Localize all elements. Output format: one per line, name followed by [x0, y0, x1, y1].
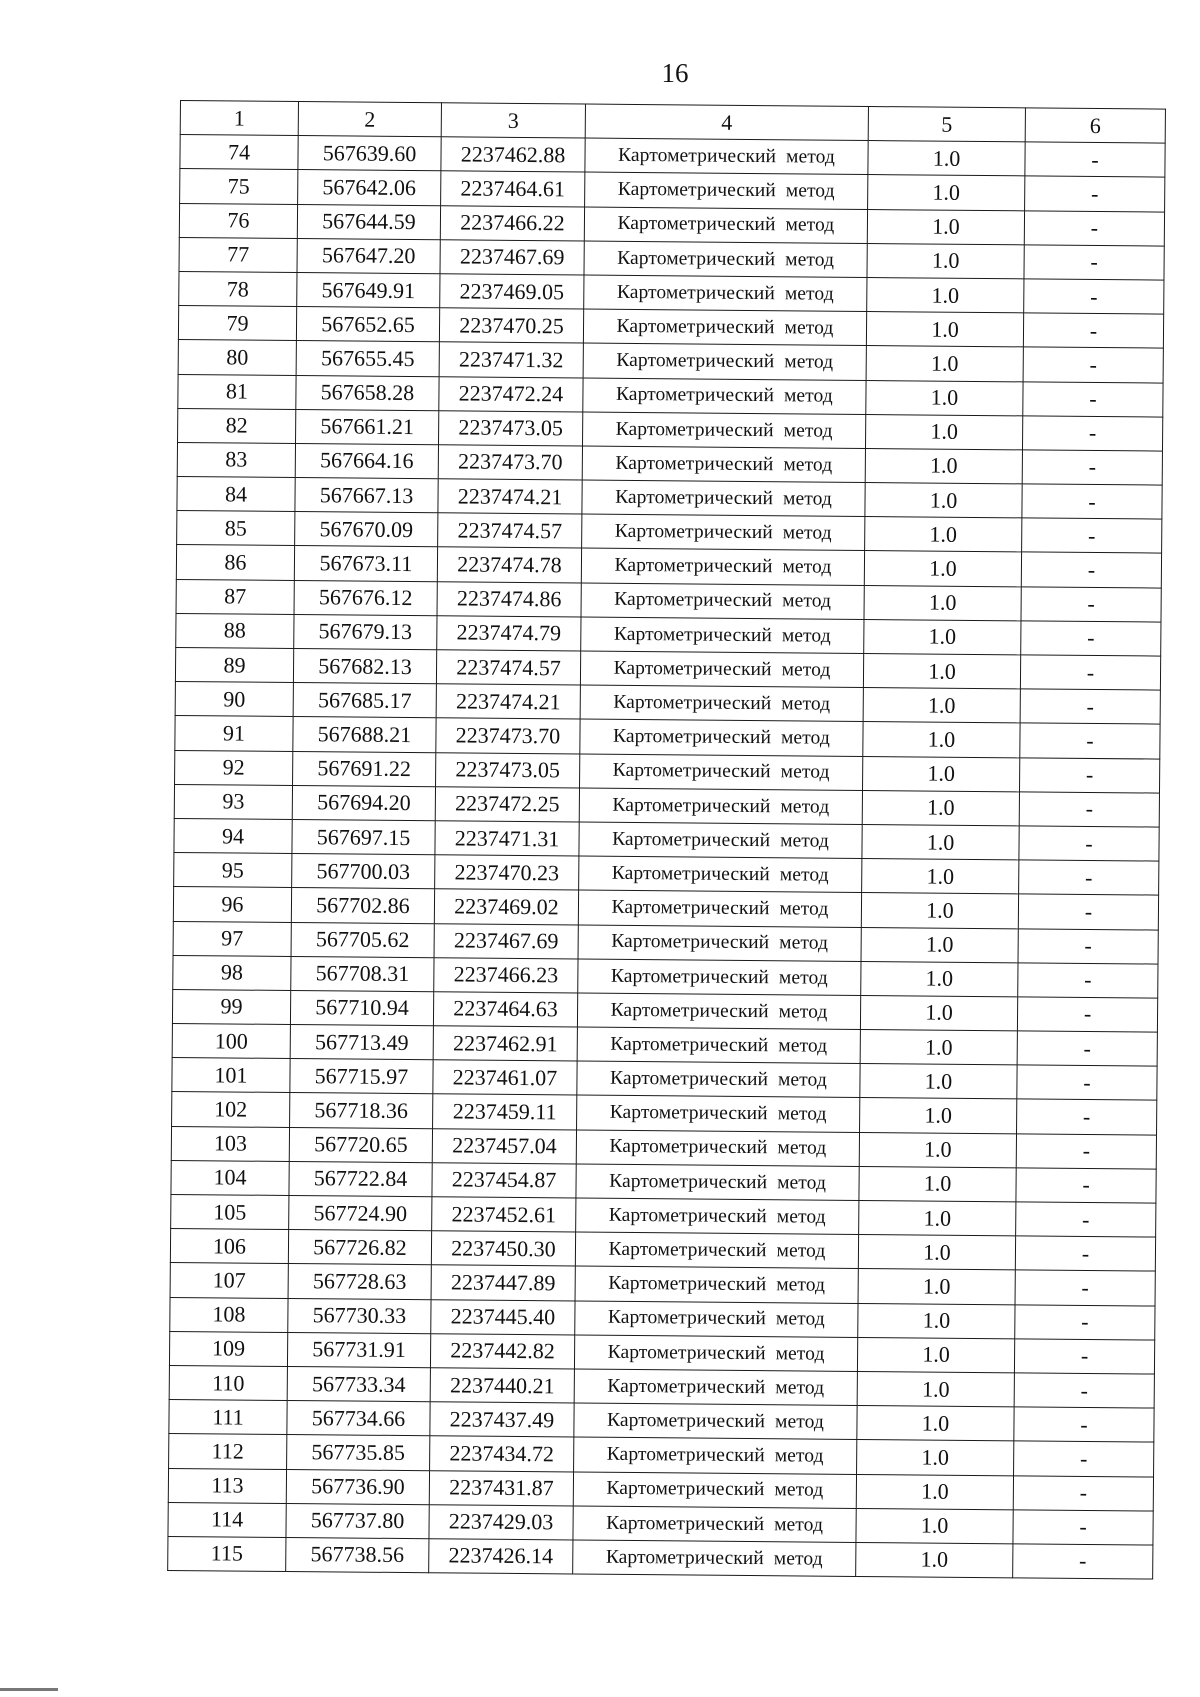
cell-point-number: 92	[175, 750, 293, 785]
cell-x-coordinate: 567697.15	[292, 819, 435, 854]
cell-note: -	[1014, 1373, 1154, 1408]
cell-x-coordinate: 567649.91	[297, 272, 440, 307]
cell-x-coordinate: 567655.45	[296, 341, 439, 376]
cell-note: -	[1024, 210, 1164, 245]
cell-point-number: 90	[175, 682, 293, 717]
cell-note: -	[1022, 450, 1162, 485]
cell-y-coordinate: 2237473.05	[436, 752, 580, 787]
cell-accuracy: 1.0	[866, 312, 1023, 348]
table-body	[168, 135, 1165, 1579]
coordinates-table	[167, 100, 1166, 1580]
cell-y-coordinate: 2237474.21	[436, 684, 580, 719]
cell-point-number: 83	[177, 442, 295, 477]
cell-accuracy: 1.0	[867, 209, 1024, 245]
cell-accuracy: 1.0	[856, 1508, 1013, 1544]
cell-x-coordinate: 567735.85	[287, 1435, 430, 1470]
cell-method: Картометрический метод	[574, 1437, 857, 1474]
cell-y-coordinate: 2237467.69	[434, 923, 578, 958]
cell-point-number: 97	[173, 921, 291, 956]
cell-note: -	[1024, 245, 1164, 280]
cell-x-coordinate: 567670.09	[295, 512, 438, 547]
cell-note: -	[1019, 826, 1159, 861]
cell-method: Картометрический метод	[580, 754, 863, 791]
cell-note: -	[1018, 963, 1158, 998]
cell-x-coordinate: 567673.11	[294, 546, 437, 581]
cell-y-coordinate: 2237473.05	[439, 410, 583, 445]
cell-method: Картометрический метод	[576, 1198, 859, 1235]
cell-method: Картометрический метод	[580, 685, 863, 722]
cell-x-coordinate: 567726.82	[288, 1230, 431, 1265]
cell-accuracy: 1.0	[862, 790, 1019, 826]
cell-point-number: 109	[169, 1331, 287, 1366]
cell-y-coordinate: 2237426.14	[429, 1539, 573, 1574]
cell-y-coordinate: 2237445.40	[431, 1299, 575, 1334]
cell-x-coordinate: 567658.28	[296, 375, 439, 410]
cell-x-coordinate: 567728.63	[288, 1264, 431, 1299]
cell-point-number: 98	[173, 955, 291, 990]
cell-note: -	[1017, 997, 1157, 1032]
cell-method: Картометрический метод	[584, 275, 867, 312]
cell-accuracy: 1.0	[860, 1098, 1017, 1134]
cell-method: Картометрический метод	[577, 1027, 860, 1064]
cell-note: -	[1020, 655, 1160, 690]
cell-y-coordinate: 2237434.72	[430, 1436, 574, 1471]
header-cell-1: 1	[180, 101, 298, 136]
cell-method: Картометрический метод	[579, 788, 862, 825]
cell-accuracy: 1.0	[866, 346, 1023, 382]
cell-y-coordinate: 2237459.11	[433, 1094, 577, 1129]
cell-point-number: 81	[178, 374, 296, 409]
cell-accuracy: 1.0	[865, 414, 1022, 450]
cell-point-number: 113	[168, 1468, 286, 1503]
cell-method: Картометрический метод	[577, 993, 860, 1030]
cell-y-coordinate: 2237452.61	[432, 1197, 576, 1232]
cell-y-coordinate: 2237464.63	[433, 992, 577, 1027]
cell-y-coordinate: 2237429.03	[429, 1504, 573, 1539]
cell-method: Картометрический метод	[584, 241, 867, 278]
cell-method: Картометрический метод	[573, 1506, 856, 1543]
cell-x-coordinate: 567644.59	[297, 204, 440, 239]
cell-note: -	[1021, 586, 1161, 621]
cell-x-coordinate: 567715.97	[290, 1059, 433, 1094]
cell-note: -	[1019, 860, 1159, 895]
cell-point-number: 96	[173, 887, 291, 922]
cell-method: Картометрический метод	[574, 1369, 857, 1406]
cell-note: -	[1013, 1475, 1153, 1510]
cell-note: -	[1021, 621, 1161, 656]
cell-accuracy: 1.0	[858, 1303, 1015, 1339]
cell-y-coordinate: 2237473.70	[436, 718, 580, 753]
cell-point-number: 114	[168, 1502, 286, 1537]
cell-point-number: 110	[169, 1365, 287, 1400]
cell-y-coordinate: 2237474.57	[436, 650, 580, 685]
cell-y-coordinate: 2237447.89	[431, 1265, 575, 1300]
cell-note: -	[1016, 1202, 1156, 1237]
cell-method: Картометрический метод	[578, 959, 861, 996]
cell-accuracy: 1.0	[861, 927, 1018, 963]
cell-point-number: 75	[180, 169, 298, 204]
cell-y-coordinate: 2237464.61	[441, 171, 585, 206]
cell-x-coordinate: 567733.34	[287, 1366, 430, 1401]
cell-point-number: 115	[168, 1536, 286, 1571]
cell-method: Картометрический метод	[585, 172, 868, 209]
cell-accuracy: 1.0	[858, 1235, 1015, 1271]
cell-accuracy: 1.0	[857, 1440, 1014, 1476]
cell-point-number: 94	[174, 818, 292, 853]
header-cell-5: 5	[868, 107, 1025, 143]
cell-x-coordinate: 567705.62	[291, 922, 434, 957]
cell-accuracy: 1.0	[857, 1406, 1014, 1442]
cell-y-coordinate: 2237466.22	[440, 205, 584, 240]
cell-point-number: 78	[179, 271, 297, 306]
cell-accuracy: 1.0	[863, 688, 1020, 724]
cell-x-coordinate: 567720.65	[289, 1127, 432, 1162]
page-number: 16	[661, 58, 689, 88]
cell-y-coordinate: 2237442.82	[430, 1333, 574, 1368]
cell-point-number: 85	[177, 511, 295, 546]
cell-y-coordinate: 2237469.05	[440, 274, 584, 309]
cell-y-coordinate: 2237454.87	[432, 1163, 576, 1198]
cell-accuracy: 1.0	[859, 1200, 1016, 1236]
cell-x-coordinate: 567661.21	[296, 409, 439, 444]
cell-point-number: 77	[179, 237, 297, 272]
cell-method: Картометрический метод	[583, 343, 866, 380]
cell-method: Картометрический метод	[582, 514, 865, 551]
cell-point-number: 107	[170, 1263, 288, 1298]
cell-method: Картометрический метод	[581, 617, 864, 654]
cell-method: Картометрический метод	[585, 138, 868, 175]
cell-accuracy: 1.0	[863, 653, 1020, 689]
cell-note: -	[1013, 1544, 1153, 1579]
cell-accuracy: 1.0	[867, 277, 1024, 313]
cell-point-number: 87	[176, 579, 294, 614]
cell-y-coordinate: 2237461.07	[433, 1060, 577, 1095]
cell-note: -	[1014, 1407, 1154, 1442]
cell-method: Картометрический метод	[580, 651, 863, 688]
cell-method: Картометрический метод	[584, 207, 867, 244]
cell-y-coordinate: 2237471.31	[435, 821, 579, 856]
cell-point-number: 84	[177, 477, 295, 512]
cell-method: Картометрический метод	[575, 1232, 858, 1269]
cell-accuracy: 1.0	[860, 1030, 1017, 1066]
cell-note: -	[1020, 723, 1160, 758]
cell-point-number: 111	[169, 1400, 287, 1435]
cell-note: -	[1025, 142, 1165, 177]
cell-point-number: 76	[179, 203, 297, 238]
cell-note: -	[1020, 689, 1160, 724]
cell-y-coordinate: 2237462.88	[441, 137, 585, 172]
cell-point-number: 108	[170, 1297, 288, 1332]
cell-note: -	[1013, 1510, 1153, 1545]
cell-x-coordinate: 567731.91	[287, 1332, 430, 1367]
cell-accuracy: 1.0	[861, 961, 1018, 997]
cell-accuracy: 1.0	[863, 722, 1020, 758]
cell-note: -	[1017, 1031, 1157, 1066]
cell-x-coordinate: 567685.17	[293, 683, 436, 718]
cell-method: Картометрический метод	[579, 822, 862, 859]
cell-method: Картометрический метод	[577, 1095, 860, 1132]
cell-method: Картометрический метод	[573, 1540, 856, 1577]
cell-method: Картометрический метод	[575, 1266, 858, 1303]
cell-point-number: 95	[174, 853, 292, 888]
cell-point-number: 104	[171, 1160, 289, 1195]
cell-y-coordinate: 2237472.24	[439, 376, 583, 411]
cell-y-coordinate: 2237437.49	[430, 1402, 574, 1437]
cell-x-coordinate: 567664.16	[295, 443, 438, 478]
cell-x-coordinate: 567736.90	[286, 1469, 429, 1504]
cell-accuracy: 1.0	[863, 756, 1020, 792]
cell-note: -	[1019, 792, 1159, 827]
cell-y-coordinate: 2237474.78	[437, 547, 581, 582]
cell-method: Картометрический метод	[581, 548, 864, 585]
cell-note: -	[1022, 484, 1162, 519]
cell-accuracy: 1.0	[862, 824, 1019, 860]
cell-x-coordinate: 567667.13	[295, 478, 438, 513]
cell-x-coordinate: 567722.84	[289, 1161, 432, 1196]
cell-accuracy: 1.0	[857, 1337, 1014, 1373]
cell-accuracy: 1.0	[856, 1542, 1013, 1578]
cell-method: Картометрический метод	[578, 925, 861, 962]
cell-note: -	[1023, 347, 1163, 382]
cell-method: Картометрический метод	[582, 446, 865, 483]
scan-edge-mark	[0, 1688, 58, 1691]
cell-point-number: 102	[172, 1092, 290, 1127]
cell-x-coordinate: 567708.31	[291, 956, 434, 991]
cell-x-coordinate: 567702.86	[291, 888, 434, 923]
header-cell-3: 3	[441, 103, 585, 138]
cell-accuracy: 1.0	[858, 1269, 1015, 1305]
cell-y-coordinate: 2237431.87	[429, 1470, 573, 1505]
cell-note: -	[1021, 552, 1161, 587]
cell-note: -	[1019, 757, 1159, 792]
cell-accuracy: 1.0	[864, 551, 1021, 587]
cell-note: -	[1014, 1339, 1154, 1374]
cell-x-coordinate: 567737.80	[286, 1503, 429, 1538]
cell-accuracy: 1.0	[867, 243, 1024, 279]
cell-y-coordinate: 2237470.23	[435, 855, 579, 890]
cell-method: Картометрический метод	[579, 856, 862, 893]
cell-x-coordinate: 567713.49	[290, 1025, 433, 1060]
cell-y-coordinate: 2237474.21	[438, 479, 582, 514]
cell-point-number: 101	[172, 1058, 290, 1093]
cell-note: -	[1017, 1099, 1157, 1134]
cell-y-coordinate: 2237440.21	[430, 1368, 574, 1403]
table-row	[168, 1536, 1153, 1579]
cell-method: Картометрический метод	[577, 1061, 860, 1098]
cell-method: Картометрический метод	[583, 309, 866, 346]
cell-x-coordinate: 567730.33	[288, 1298, 431, 1333]
cell-accuracy: 1.0	[864, 585, 1021, 621]
cell-note: -	[1015, 1270, 1155, 1305]
cell-point-number: 79	[178, 306, 296, 341]
cell-point-number: 82	[178, 408, 296, 443]
cell-accuracy: 1.0	[865, 483, 1022, 519]
cell-point-number: 80	[178, 340, 296, 375]
cell-method: Картометрический метод	[574, 1335, 857, 1372]
cell-method: Картометрический метод	[576, 1164, 859, 1201]
cell-y-coordinate: 2237466.23	[434, 957, 578, 992]
cell-point-number: 93	[174, 784, 292, 819]
cell-x-coordinate: 567642.06	[298, 170, 441, 205]
cell-accuracy: 1.0	[864, 619, 1021, 655]
cell-accuracy: 1.0	[862, 859, 1019, 895]
cell-y-coordinate: 2237473.70	[438, 445, 582, 480]
cell-y-coordinate: 2237467.69	[440, 240, 584, 275]
cell-y-coordinate: 2237472.25	[435, 787, 579, 822]
cell-accuracy: 1.0	[868, 141, 1025, 177]
cell-method: Картометрический метод	[573, 1471, 856, 1508]
cell-accuracy: 1.0	[857, 1371, 1014, 1407]
cell-x-coordinate: 567694.20	[292, 785, 435, 820]
cell-note: -	[1015, 1236, 1155, 1271]
cell-x-coordinate: 567718.36	[290, 1093, 433, 1128]
cell-y-coordinate: 2237457.04	[432, 1128, 576, 1163]
cell-accuracy: 1.0	[865, 517, 1022, 553]
cell-x-coordinate: 567682.13	[293, 649, 436, 684]
cell-accuracy: 1.0	[859, 1166, 1016, 1202]
cell-x-coordinate: 567639.60	[298, 136, 441, 171]
header-cell-4: 4	[585, 104, 868, 141]
cell-point-number: 74	[180, 135, 298, 170]
cell-point-number: 91	[175, 716, 293, 751]
cell-y-coordinate: 2237474.86	[437, 581, 581, 616]
cell-note: -	[1024, 279, 1164, 314]
cell-accuracy: 1.0	[865, 448, 1022, 484]
cell-y-coordinate: 2237462.91	[433, 1026, 577, 1061]
header-cell-2: 2	[298, 102, 441, 137]
cell-point-number: 89	[175, 647, 293, 682]
cell-accuracy: 1.0	[861, 893, 1018, 929]
cell-x-coordinate: 567688.21	[293, 717, 436, 752]
cell-x-coordinate: 567676.12	[294, 580, 437, 615]
cell-accuracy: 1.0	[866, 380, 1023, 416]
cell-note: -	[1018, 928, 1158, 963]
cell-point-number: 112	[169, 1434, 287, 1469]
cell-method: Картометрический метод	[582, 412, 865, 449]
cell-y-coordinate: 2237469.02	[434, 889, 578, 924]
cell-method: Картометрический метод	[582, 480, 865, 517]
cell-x-coordinate: 567700.03	[292, 854, 435, 889]
cell-point-number: 105	[171, 1194, 289, 1229]
cell-note: -	[1016, 1133, 1156, 1168]
cell-accuracy: 1.0	[868, 175, 1025, 211]
cell-method: Картометрический метод	[575, 1301, 858, 1338]
cell-y-coordinate: 2237450.30	[431, 1231, 575, 1266]
cell-method: Картометрический метод	[578, 890, 861, 927]
cell-x-coordinate: 567652.65	[296, 307, 439, 342]
cell-x-coordinate: 567679.13	[294, 614, 437, 649]
cell-x-coordinate: 567710.94	[290, 990, 433, 1025]
cell-note: -	[1025, 176, 1165, 211]
cell-x-coordinate: 567738.56	[286, 1537, 429, 1572]
coordinates-table-container	[167, 100, 1165, 1580]
cell-accuracy: 1.0	[860, 995, 1017, 1031]
cell-accuracy: 1.0	[860, 1064, 1017, 1100]
cell-y-coordinate: 2237474.79	[437, 616, 581, 651]
cell-method: Картометрический метод	[583, 378, 866, 415]
cell-method: Картометрический метод	[581, 583, 864, 620]
cell-method: Картометрический метод	[580, 719, 863, 756]
cell-note: -	[1016, 1168, 1156, 1203]
cell-x-coordinate: 567734.66	[287, 1401, 430, 1436]
cell-accuracy: 1.0	[859, 1132, 1016, 1168]
cell-y-coordinate: 2237474.57	[438, 513, 582, 548]
cell-note: -	[1017, 1065, 1157, 1100]
cell-x-coordinate: 567647.20	[297, 238, 440, 273]
cell-note: -	[1015, 1304, 1155, 1339]
cell-method: Картометрический метод	[574, 1403, 857, 1440]
cell-note: -	[1023, 313, 1163, 348]
cell-x-coordinate: 567724.90	[289, 1195, 432, 1230]
cell-point-number: 106	[170, 1229, 288, 1264]
cell-note: -	[1018, 894, 1158, 929]
cell-point-number: 88	[176, 613, 294, 648]
cell-accuracy: 1.0	[856, 1474, 1013, 1510]
cell-note: -	[1023, 381, 1163, 416]
header-cell-6: 6	[1025, 108, 1165, 143]
cell-y-coordinate: 2237470.25	[439, 308, 583, 343]
cell-point-number: 99	[172, 989, 290, 1024]
cell-note: -	[1014, 1441, 1154, 1476]
cell-point-number: 103	[171, 1126, 289, 1161]
cell-x-coordinate: 567691.22	[293, 751, 436, 786]
cell-y-coordinate: 2237471.32	[439, 342, 583, 377]
cell-note: -	[1022, 518, 1162, 553]
cell-method: Картометрический метод	[576, 1130, 859, 1167]
cell-point-number: 86	[176, 545, 294, 580]
cell-point-number: 100	[172, 1024, 290, 1059]
cell-note: -	[1022, 416, 1162, 451]
